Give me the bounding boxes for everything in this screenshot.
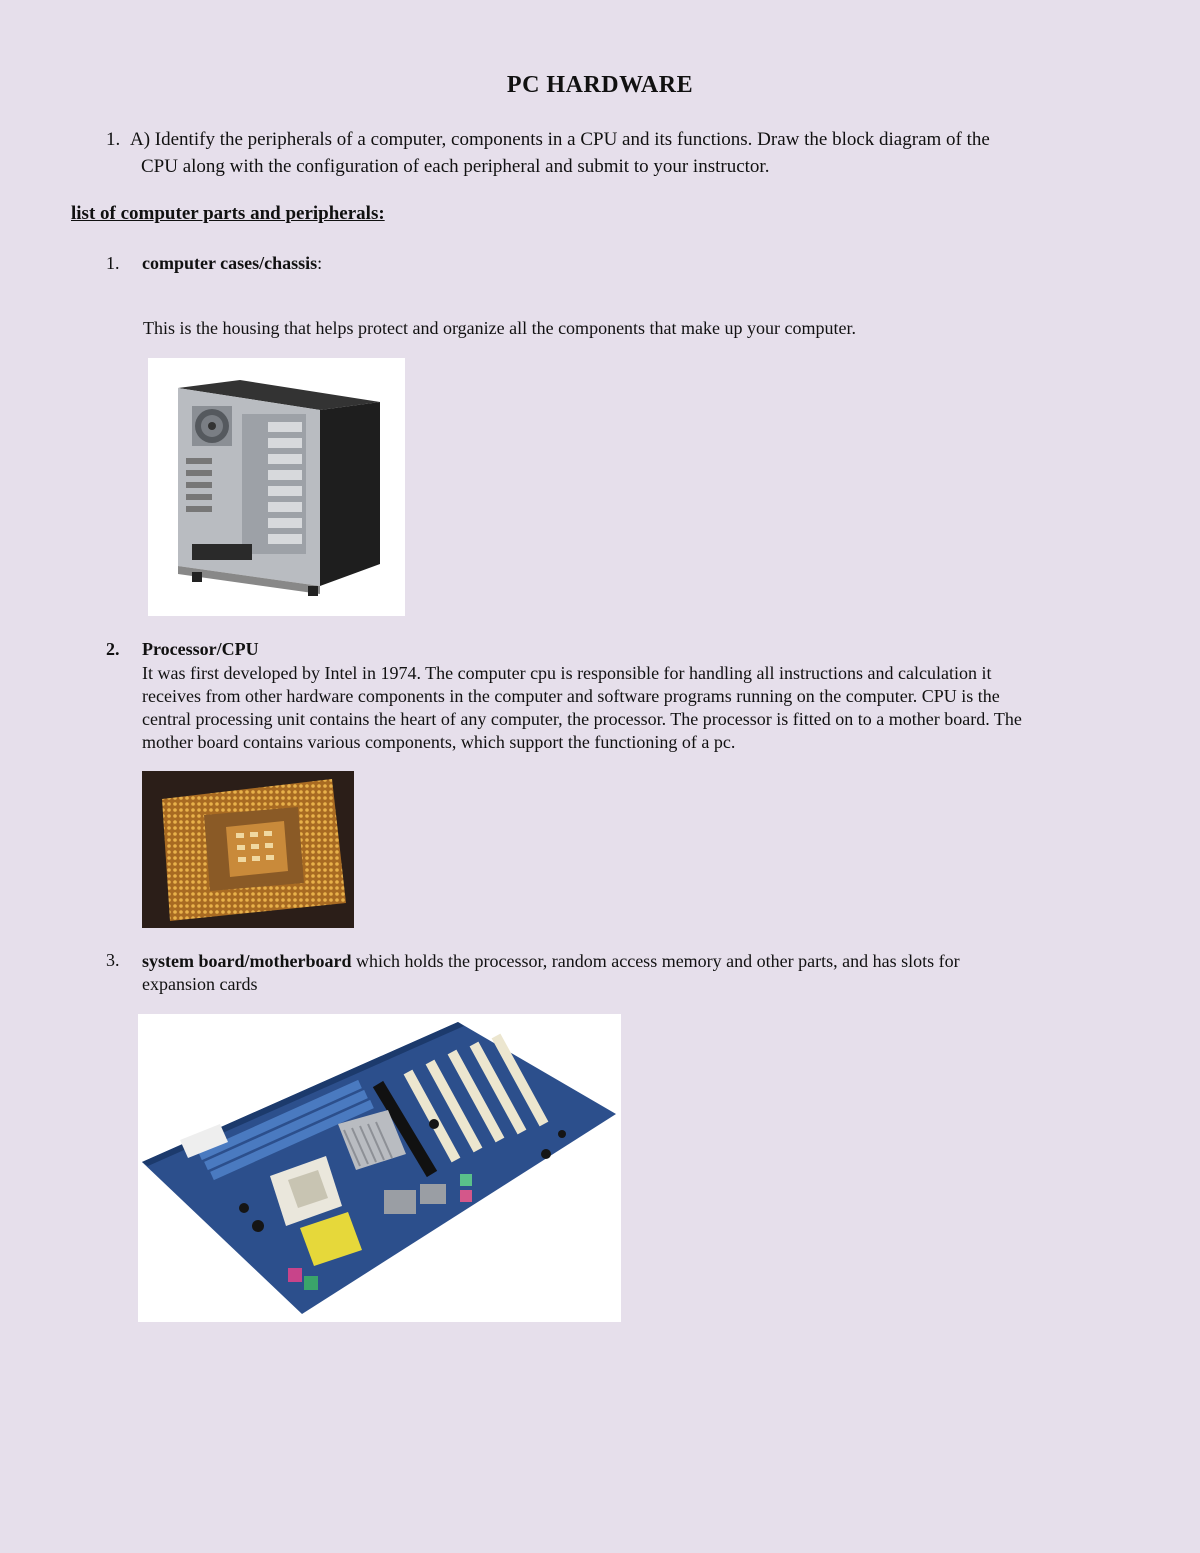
item-3-line-1: which holds the processor, random access memory and other parts, and has slots for [351, 951, 960, 971]
item-3-title: system board/motherboard [142, 951, 352, 971]
item-2-description [142, 662, 1022, 754]
item-1-title-text: computer cases/chassis [142, 253, 318, 273]
item-2-line-1: It was first developed by Intel in 1974. The computer cpu is responsible for handling all instructions and calculation it [142, 663, 992, 683]
task-line-2: CPU along with the configuration of each peripheral and submit to your instructor. [141, 156, 770, 177]
processor-image [142, 771, 354, 928]
computer-case-illustration [148, 358, 405, 616]
item-1-title [142, 253, 322, 274]
item-1-number: 1. [106, 253, 120, 273]
item-3-description [142, 950, 960, 996]
computer-case-image [148, 358, 405, 616]
item-2-line-3: central processing unit contains the heart of any computer, the processor. The processor is fitted on to a mother board. The [142, 709, 1022, 729]
task-number: 1. [106, 129, 121, 150]
item-2-number: 2. [106, 639, 120, 659]
page-title: PC HARDWARE [506, 72, 694, 98]
task-line-1: A) Identify the peripherals of a computer, components in a CPU and its functions. Draw the block diagram of the [130, 129, 990, 150]
motherboard-illustration [138, 1014, 621, 1322]
item-1-title-suffix: : [317, 253, 323, 273]
item-3-line-2: expansion cards [142, 974, 258, 994]
list-heading: list of computer parts and peripherals: [71, 203, 385, 224]
item-2-line-2: receives from other hardware components in the computer and software programs running on the computer. CPU is the [142, 686, 1000, 706]
item-2-line-4: mother board contains various components, which support the functioning of a pc. [142, 732, 736, 752]
item-3-number: 3. [106, 950, 120, 970]
item-1-description: This is the housing that helps protect and organize all the components that make up your computer. [143, 318, 857, 338]
item-2-title: Processor/CPU [142, 639, 259, 659]
motherboard-image [138, 1014, 621, 1322]
processor-chip-illustration [142, 771, 354, 928]
